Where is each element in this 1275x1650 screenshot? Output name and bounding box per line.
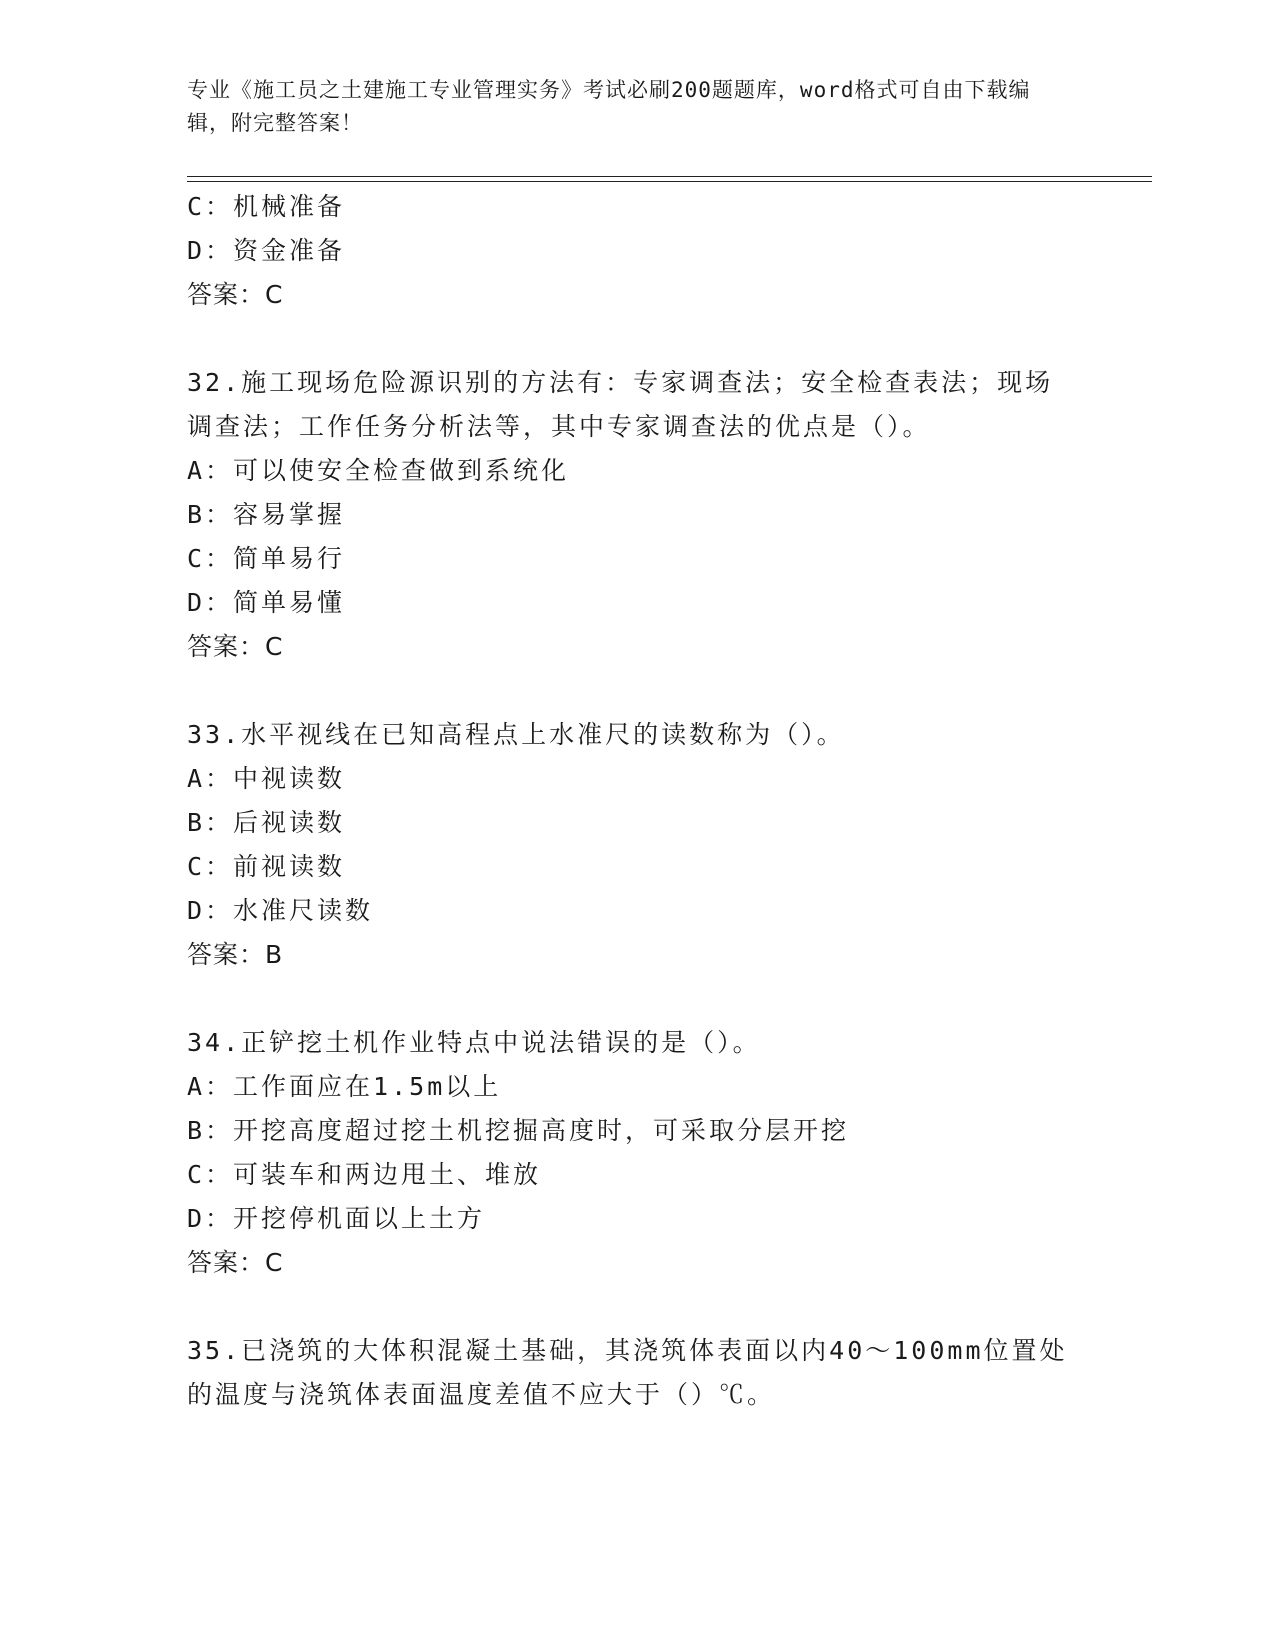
option-d: D：资金准备 [187,236,346,265]
question-32-line-2: 调查法；工作任务分析法等，其中专家调查法的优点是（）。 [187,412,931,441]
option-b: B：开挖高度超过挖土机挖掘高度时，可采取分层开挖 [187,1116,850,1145]
option-a: A：可以使安全检查做到系统化 [187,456,570,485]
question-35-line-1: 35.已浇筑的大体积混凝土基础，其浇筑体表面以内40～100mm位置处 [187,1336,1068,1365]
option-d: D：开挖停机面以上土方 [187,1204,486,1233]
option-c: C：前视读数 [187,852,346,881]
answer-line: 答案：C [187,632,284,661]
option-c: C：机械准备 [187,192,346,221]
answer-line: 答案：C [187,280,284,309]
option-d: D：水准尺读数 [187,896,374,925]
header-divider-top [187,176,1152,177]
option-a: A：中视读数 [187,764,346,793]
question-32-line-1: 32.施工现场危险源识别的方法有：专家调查法；安全检查表法；现场 [187,368,1054,397]
page-header: 专业《施工员之土建施工专业管理实务》考试必刷200题题库，word格式可自由下载编辑，附完整答案！ [187,78,1031,135]
answer-line: 答案：C [187,1248,284,1277]
header-divider-bottom [187,181,1152,182]
option-b: B：容易掌握 [187,500,346,529]
option-c: C：简单易行 [187,544,346,573]
question-35-line-2: 的温度与浇筑体表面温度差值不应大于（）℃。 [187,1380,776,1409]
option-c: C：可装车和两边甩土、堆放 [187,1160,542,1189]
option-a: A：工作面应在1.5m以上 [187,1072,502,1101]
answer-line: 答案：B [187,940,284,969]
question-33: 33.水平视线在已知高程点上水准尺的读数称为（）。 [187,720,845,749]
option-b: B：后视读数 [187,808,346,837]
option-d: D：简单易懂 [187,588,346,617]
question-34: 34.正铲挖土机作业特点中说法错误的是（）。 [187,1028,761,1057]
